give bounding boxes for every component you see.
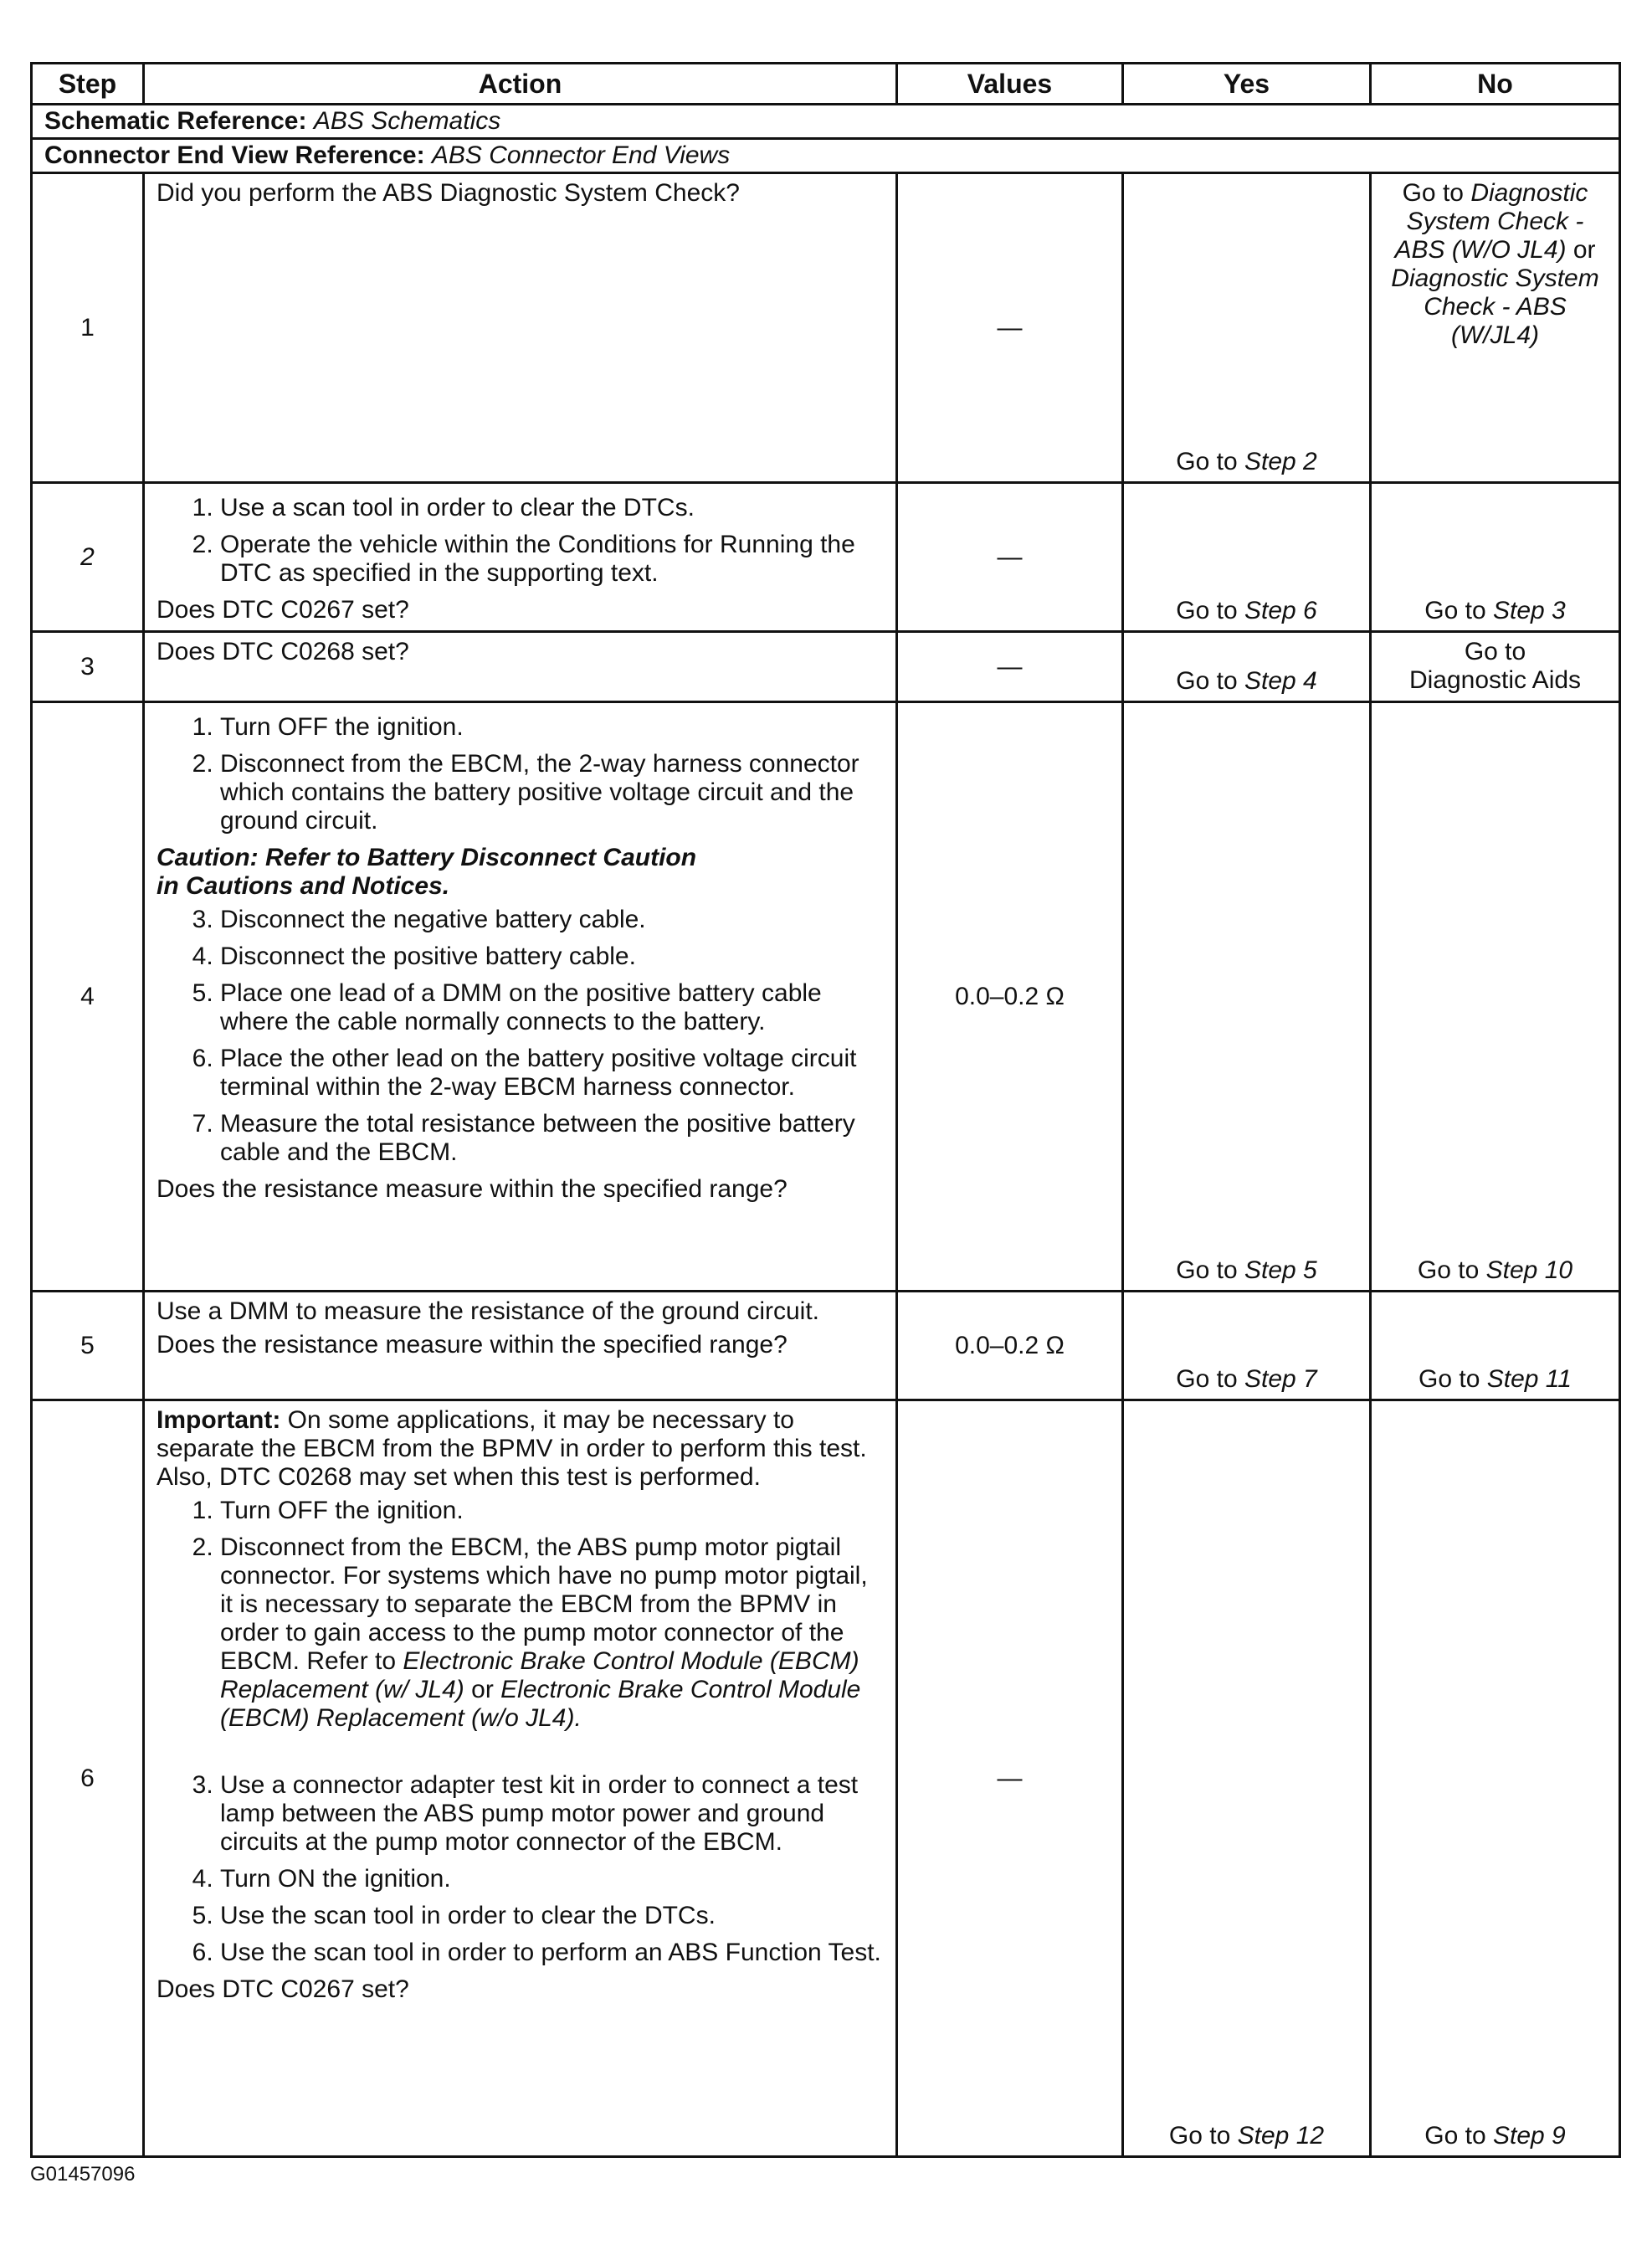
- value-cell: —: [897, 483, 1123, 632]
- list-item: 2. Disconnect from the EBCM, the 2-way harness connector which contains the battery positive voltage circuit and the ground circuit.: [220, 750, 884, 835]
- list-item: 6. Place the other lead on the battery positive voltage circuit terminal within the 2-way EBCM harness connector.: [220, 1045, 884, 1102]
- yes-cell: [1123, 173, 1371, 483]
- no-cell: [1371, 702, 1620, 1292]
- value-cell: 0.0–0.2 Ω: [897, 1292, 1123, 1400]
- no-link[interactable]: Step 10: [1485, 1256, 1573, 1284]
- no-prefix: Go to: [1417, 1256, 1480, 1284]
- yes-link[interactable]: Step 4: [1244, 667, 1317, 695]
- figure-code: G01457096: [30, 2163, 136, 2186]
- list-item-or-text: or: [471, 1676, 494, 1703]
- table-row-step-3: [32, 632, 1620, 702]
- step-number: 5: [32, 1292, 144, 1400]
- yes-prefix: Go to: [1168, 2122, 1231, 2150]
- table-row-step-1: [32, 173, 1620, 483]
- no-prefix: Go to: [1402, 179, 1464, 207]
- header-yes: Yes: [1123, 64, 1371, 105]
- caution-line-1: Caution: Refer to Battery Disconnect Caution: [156, 844, 697, 871]
- yes-link[interactable]: Step 12: [1237, 2122, 1325, 2150]
- value-cell: —: [897, 632, 1123, 702]
- no-link-diagnostic-aids[interactable]: Diagnostic Aids: [1408, 666, 1582, 694]
- yes-prefix: Go to: [1176, 597, 1238, 624]
- header-no: No: [1371, 64, 1620, 105]
- list-item-text: Disconnect from the EBCM, the ABS pump motor pigtail connector. For systems which have no pump motor pigtail, it is necessary to separate the EBCM from the BPMV in order to gain access to the pump motor connector of the EBCM. Refer to: [220, 1533, 868, 1675]
- list-item: 2. Operate the vehicle within the Conditions for Running the DTC as specified in the supporting text.: [220, 531, 884, 588]
- diagnostic-table: [30, 62, 1621, 2158]
- yes-link[interactable]: Step 7: [1244, 1365, 1317, 1393]
- ebcm-replacement-w-jl4-link[interactable]: Electronic Brake Control Module (EBCM) Replacement (w/ JL4): [220, 1647, 859, 1703]
- action-cell: [144, 702, 897, 1292]
- action-cell: [144, 483, 897, 632]
- connector-reference-link[interactable]: ABS Connector End Views: [431, 141, 731, 169]
- schematic-reference-link[interactable]: ABS Schematics: [313, 107, 501, 135]
- yes-prefix: Go to: [1176, 1256, 1238, 1284]
- yes-prefix: Go to: [1176, 667, 1238, 695]
- header-values: Values: [897, 64, 1123, 105]
- ebcm-replacement-wo-jl4-link[interactable]: Electronic Brake Control Module (EBCM) Replacement (w/o JL4).: [220, 1676, 861, 1732]
- connector-reference-row: [32, 139, 1620, 173]
- step-number: 4: [32, 702, 144, 1292]
- connector-reference-label: Connector End View Reference:: [44, 141, 425, 169]
- yes-cell: [1123, 702, 1371, 1292]
- yes-cell: [1123, 483, 1371, 632]
- yes-cell: [1123, 632, 1371, 702]
- schematic-reference-row: [32, 105, 1620, 139]
- list-item: 1. Turn OFF the ignition.: [220, 713, 884, 742]
- step-number: 6: [32, 1400, 144, 2157]
- caution-line-2: in Cautions and Notices.: [156, 872, 450, 900]
- step-number: 3: [32, 632, 144, 702]
- action-list: [156, 1497, 884, 1967]
- table-row-step-2: [32, 483, 1620, 632]
- no-cell: [1371, 1292, 1620, 1400]
- question-text: Does the resistance measure within the specified range?: [156, 1331, 788, 1359]
- yes-link[interactable]: Step 5: [1244, 1256, 1317, 1284]
- list-item: [220, 1533, 884, 1733]
- list-item: 4. Turn ON the ignition.: [220, 1865, 884, 1893]
- question-text: Did you perform the ABS Diagnostic System Check?: [156, 179, 740, 207]
- question-text: Does DTC C0268 set?: [156, 638, 409, 665]
- list-item: 3. Use a connector adapter test kit in order to connect a test lamp between the ABS pump motor power and ground circuits at the pump motor connector of the EBCM.: [220, 1771, 884, 1857]
- no-prefix: Go to: [1424, 597, 1486, 624]
- no-prefix: Go to: [1424, 2122, 1486, 2150]
- no-link[interactable]: Step 9: [1492, 2122, 1566, 2150]
- action-cell: [144, 632, 897, 702]
- important-note: [156, 1406, 884, 1492]
- value-cell: —: [897, 173, 1123, 483]
- action-list: [156, 713, 884, 835]
- list-item: 5. Place one lead of a DMM on the positive battery cable where the cable normally connects to the battery.: [220, 979, 884, 1036]
- table-row-step-6: [32, 1400, 1620, 2157]
- yes-prefix: Go to: [1176, 448, 1238, 475]
- important-label: Important:: [156, 1406, 281, 1434]
- no-link[interactable]: Step 3: [1492, 597, 1566, 624]
- no-or-text: or: [1572, 236, 1596, 264]
- schematic-reference-label: Schematic Reference:: [44, 107, 307, 135]
- action-cell: [144, 173, 897, 483]
- value-cell: 0.0–0.2 Ω: [897, 702, 1123, 1292]
- list-item: 7. Measure the total resistance between the positive battery cable and the EBCM.: [220, 1110, 884, 1167]
- value-cell: —: [897, 1400, 1123, 2157]
- yes-cell: [1123, 1292, 1371, 1400]
- list-item: 4. Disconnect the positive battery cable.: [220, 943, 884, 971]
- action-list: [156, 906, 884, 1167]
- no-cell: [1371, 483, 1620, 632]
- question-text: Does DTC C0267 set?: [156, 596, 409, 624]
- question-text: Does the resistance measure within the specified range?: [156, 1175, 788, 1203]
- header-row: [32, 64, 1620, 105]
- no-link-w-jl4[interactable]: Diagnostic System Check - ABS (W/JL4): [1391, 265, 1599, 349]
- list-item: 1. Use a scan tool in order to clear the DTCs.: [220, 494, 884, 522]
- no-prefix: Go to: [1419, 1365, 1480, 1393]
- no-cell: [1371, 173, 1620, 483]
- list-item: 3. Disconnect the negative battery cable.: [220, 906, 884, 934]
- action-list: [156, 494, 884, 588]
- important-text: On some applications, it may be necessary to separate the EBCM from the BPMV in order to perform this test. Also, DTC C0268 may set when this test is performed.: [156, 1406, 867, 1491]
- no-cell: [1371, 632, 1620, 702]
- no-link-wo-jl4[interactable]: Diagnostic System Check - ABS (W/O JL4): [1394, 179, 1588, 264]
- list-item: 6. Use the scan tool in order to perform an ABS Function Test.: [220, 1939, 884, 1967]
- step-number: 2: [32, 483, 144, 632]
- yes-cell: [1123, 1400, 1371, 2157]
- header-action: Action: [144, 64, 897, 105]
- action-cell: [144, 1400, 897, 2157]
- list-item: 5. Use the scan tool in order to clear the DTCs.: [220, 1902, 884, 1930]
- question-text: Does DTC C0267 set?: [156, 1975, 409, 2003]
- yes-link[interactable]: Step 6: [1244, 597, 1317, 624]
- no-link[interactable]: Step 11: [1486, 1365, 1572, 1393]
- caution-text: [156, 844, 884, 901]
- yes-prefix: Go to: [1176, 1365, 1238, 1393]
- yes-link[interactable]: Step 2: [1244, 448, 1317, 475]
- table-row-step-4: [32, 702, 1620, 1292]
- action-text: Use a DMM to measure the resistance of the ground circuit.: [156, 1297, 820, 1325]
- list-item: 1. Turn OFF the ignition.: [220, 1497, 884, 1525]
- step-number: 1: [32, 173, 144, 483]
- no-prefix: Go to: [1464, 638, 1526, 665]
- header-step: Step: [32, 64, 144, 105]
- no-cell: [1371, 1400, 1620, 2157]
- table-row-step-5: [32, 1292, 1620, 1400]
- action-cell: [144, 1292, 897, 1400]
